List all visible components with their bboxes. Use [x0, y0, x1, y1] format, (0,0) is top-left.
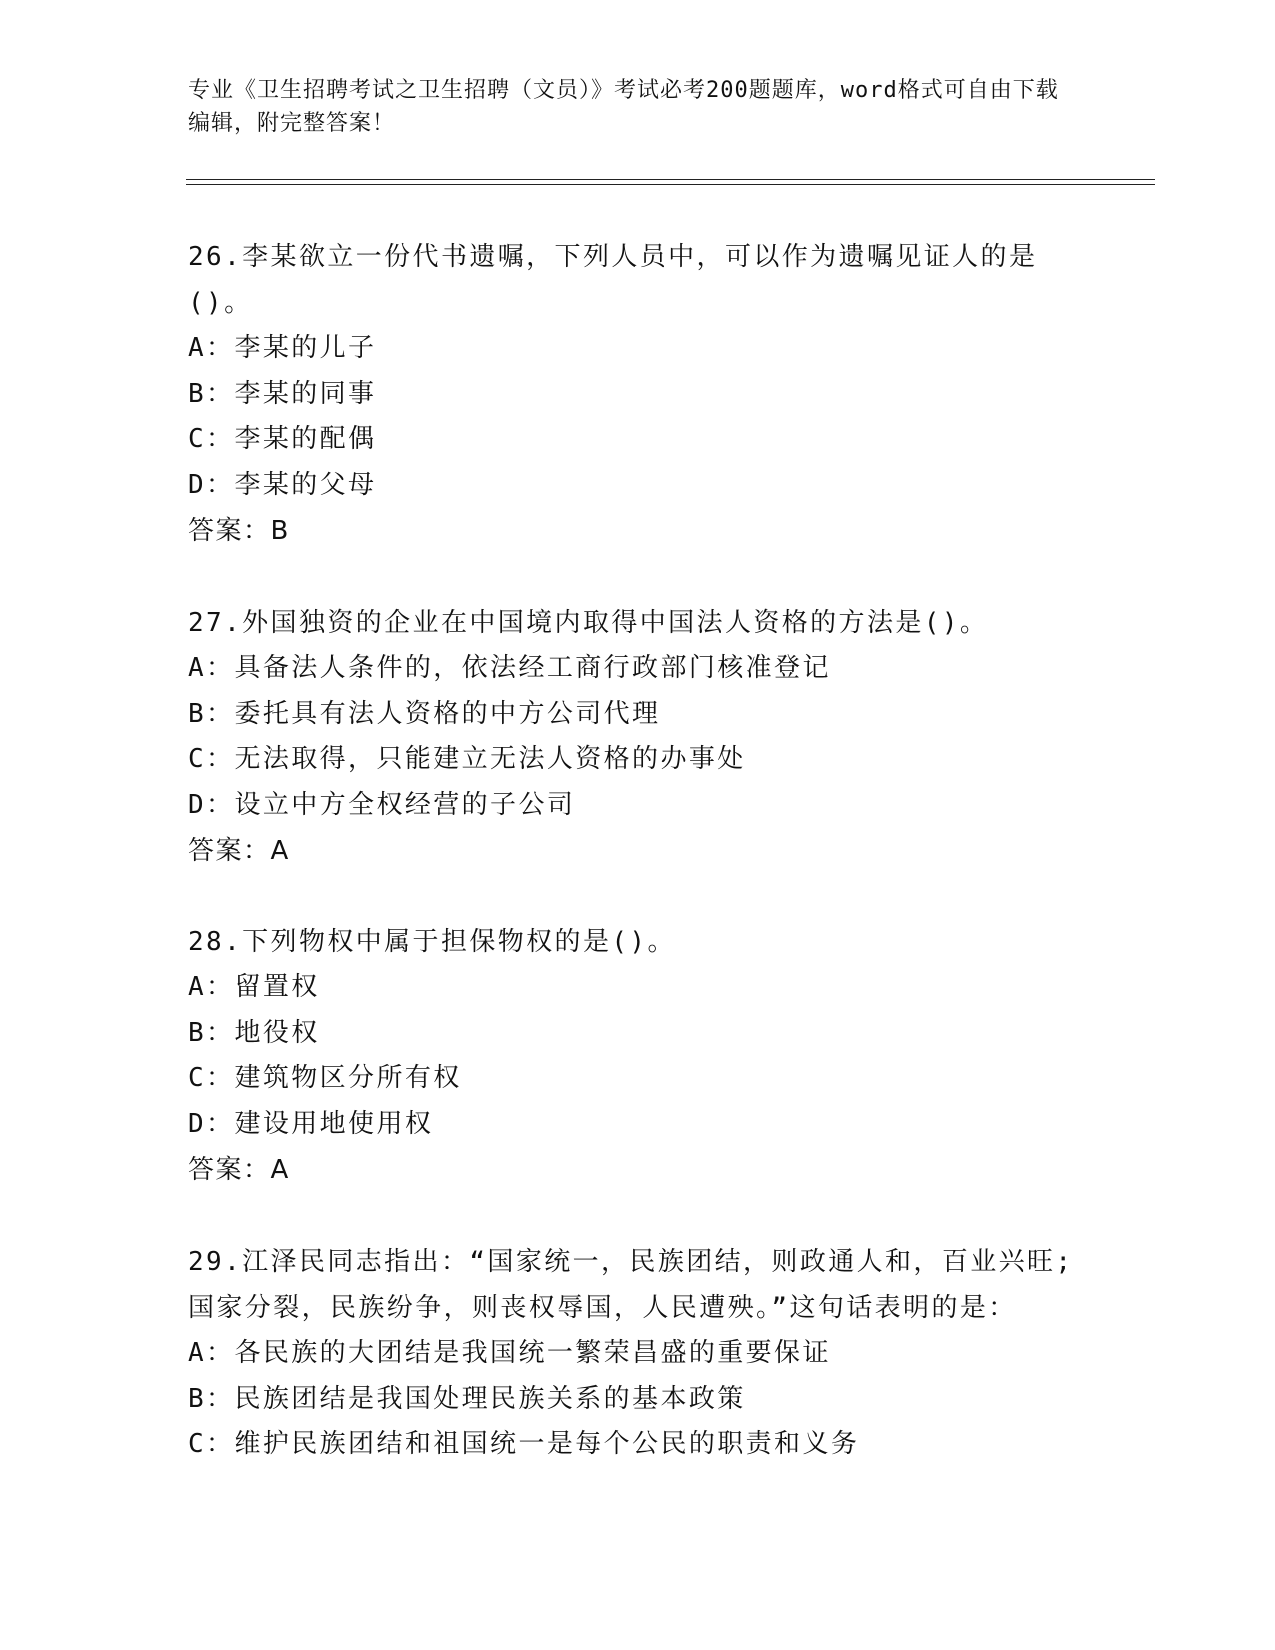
question-27: [188, 600, 1088, 874]
header-divider-bottom: [186, 184, 1155, 185]
option-list: [188, 326, 1088, 508]
option-a: A：李某的儿子: [188, 333, 377, 363]
option-b: B：地役权: [188, 1017, 320, 1048]
option-b: B：民族团结是我国处理民族关系的基本政策: [188, 1383, 746, 1414]
answer-line: 答案：A: [188, 836, 290, 866]
question-stem: 27.外国独资的企业在中国境内取得中国法人资格的方法是()。: [188, 608, 989, 638]
option-c: C：李某的配偶: [188, 424, 377, 454]
option-c: C：维护民族团结和祖国统一是每个公民的职责和义务: [188, 1429, 860, 1459]
option-c: C：建筑物区分所有权: [188, 1063, 462, 1093]
answer-line: 答案：A: [188, 1155, 290, 1185]
answer-line: 答案：B: [188, 516, 290, 546]
option-a: A：留置权: [188, 972, 320, 1002]
header-divider-top: [186, 179, 1155, 180]
option-list: [188, 965, 1088, 1147]
option-c: C：无法取得，只能建立无法人资格的办事处: [188, 744, 746, 774]
option-b: B：委托具有法人资格的中方公司代理: [188, 698, 661, 729]
question-stem: 26.李某欲立一份代书遗嘱，下列人员中，可以作为遗嘱见证人的是()。: [188, 242, 1038, 318]
header-intro-text: 专业《卫生招聘考试之卫生招聘（文员）》考试必考200题题库，word格式可自由下载编辑，附完整答案！: [188, 78, 1059, 136]
question-stem: 29.江泽民同志指出：“国家统一，民族团结，则政通人和，百业兴旺;国家分裂，民族纷争，则丧权辱国，人民遭殃。”这句话表明的是：: [188, 1247, 1074, 1323]
question-29: [188, 1239, 1088, 1468]
question-stem: 28.下列物权中属于担保物权的是()。: [188, 927, 676, 957]
option-d: D：李某的父母: [188, 469, 377, 500]
question-26: [188, 234, 1088, 554]
option-d: D：建设用地使用权: [188, 1108, 434, 1139]
option-list: [188, 1331, 1088, 1468]
option-b: B：李某的同事: [188, 378, 377, 409]
question-28: [188, 919, 1088, 1193]
option-list: [188, 646, 1088, 828]
document-header: [188, 74, 1068, 140]
option-a: A：各民族的大团结是我国统一繁荣昌盛的重要保证: [188, 1338, 831, 1368]
option-a: A：具备法人条件的，依法经工商行政部门核准登记: [188, 653, 831, 683]
option-d: D：设立中方全权经营的子公司: [188, 789, 576, 820]
